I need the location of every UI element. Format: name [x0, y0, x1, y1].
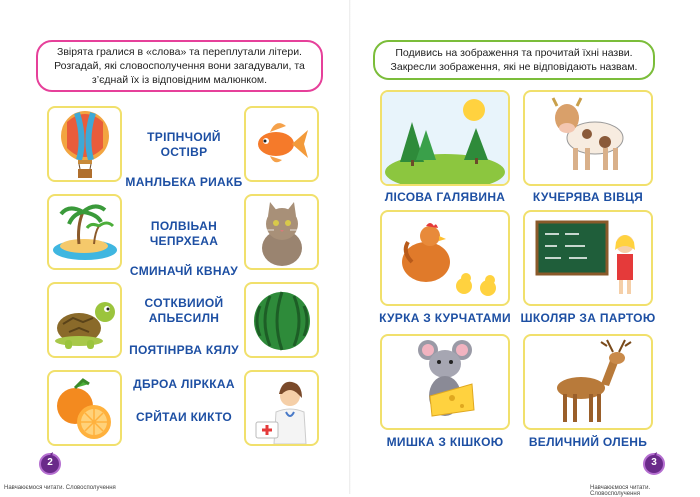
- doctor-image[interactable]: [244, 370, 319, 446]
- hot-air-balloon-icon: [49, 108, 120, 180]
- turtle-image[interactable]: [47, 282, 122, 358]
- cow-image[interactable]: [523, 90, 653, 186]
- page-gutter: [349, 0, 351, 494]
- forest-meadow-image[interactable]: [380, 90, 510, 186]
- footer-left: Навчаюємося читати. Словосполучення: [4, 485, 116, 491]
- mouse-cheese-icon: [382, 336, 508, 428]
- caption-3: КУРКА З КУРЧАТАМИ: [379, 311, 511, 325]
- goldfish-icon: [246, 108, 317, 180]
- scrambled-word-5: СОТКВИИОЙ АПЬЕСИЛН: [144, 296, 224, 325]
- hen-chicks-image[interactable]: [380, 210, 510, 306]
- oranges-icon: [49, 372, 120, 444]
- mouse-cheese-image[interactable]: [380, 334, 510, 430]
- hot-air-balloon-image[interactable]: [47, 106, 122, 182]
- page-number-right: [642, 452, 666, 476]
- turtle-icon: [49, 284, 120, 356]
- page-number-left-text: 2: [47, 457, 53, 468]
- caption-4: ШКОЛЯР ЗА ПАРТОЮ: [520, 311, 656, 325]
- caption-5: МИШКА З КІШКОЮ: [386, 435, 504, 449]
- deer-icon: [525, 336, 651, 428]
- goldfish-image[interactable]: [244, 106, 319, 182]
- palm-island-image[interactable]: [47, 194, 122, 270]
- scrambled-word-2: МАНЛЬЕКА РИАКБ: [125, 175, 243, 189]
- scrambled-word-6: ПОЯТІНРВА КЯЛУ: [129, 343, 239, 357]
- cat-icon: [246, 196, 317, 268]
- left-instruction: Звірята гралися в «слова» та переплутали літери. Розгадай, які словосполучення вони загадували, та з’єднай їх із відповідним малюнком.: [36, 40, 323, 92]
- scrambled-word-3: ПОЛВІЬАН ЧЕПРХЕАА: [149, 219, 219, 248]
- page-number-left: [38, 452, 62, 476]
- palm-island-icon: [49, 196, 120, 268]
- schoolgirl-blackboard-icon: [525, 212, 651, 304]
- watermelon-icon: [246, 284, 317, 356]
- schoolgirl-blackboard-image[interactable]: [523, 210, 653, 306]
- footer-right: Навчаюємося читати. Словосполучення: [590, 485, 651, 497]
- doctor-icon: [246, 372, 317, 444]
- caption-6: ВЕЛИЧНИЙ ОЛЕНЬ: [528, 435, 648, 449]
- scrambled-word-8: СРЙТАИ КИКТО: [135, 410, 233, 424]
- oranges-image[interactable]: [47, 370, 122, 446]
- cow-icon: [525, 92, 651, 184]
- scrambled-word-7: ДБРОА ЛІРККАА: [133, 377, 235, 391]
- caption-2: КУЧЕРЯВА ВІВЦЯ: [532, 190, 644, 204]
- forest-meadow-icon: [382, 92, 508, 184]
- hen-chicks-icon: [382, 212, 508, 304]
- caption-1: ЛІСОВА ГАЛЯВИНА: [384, 190, 506, 204]
- cat-image[interactable]: [244, 194, 319, 270]
- right-instruction: Подивись на зображення та прочитай їхні назви. Закресли зображення, які не відповідають назвам.: [373, 40, 655, 80]
- page-number-right-text: 3: [651, 457, 657, 468]
- deer-image[interactable]: [523, 334, 653, 430]
- watermelon-image[interactable]: [244, 282, 319, 358]
- scrambled-word-1: ТРІПНЧОИЙ ОСТІВР: [147, 130, 221, 159]
- scrambled-word-4: СМИНАЧЙ КВНАУ: [129, 264, 239, 278]
